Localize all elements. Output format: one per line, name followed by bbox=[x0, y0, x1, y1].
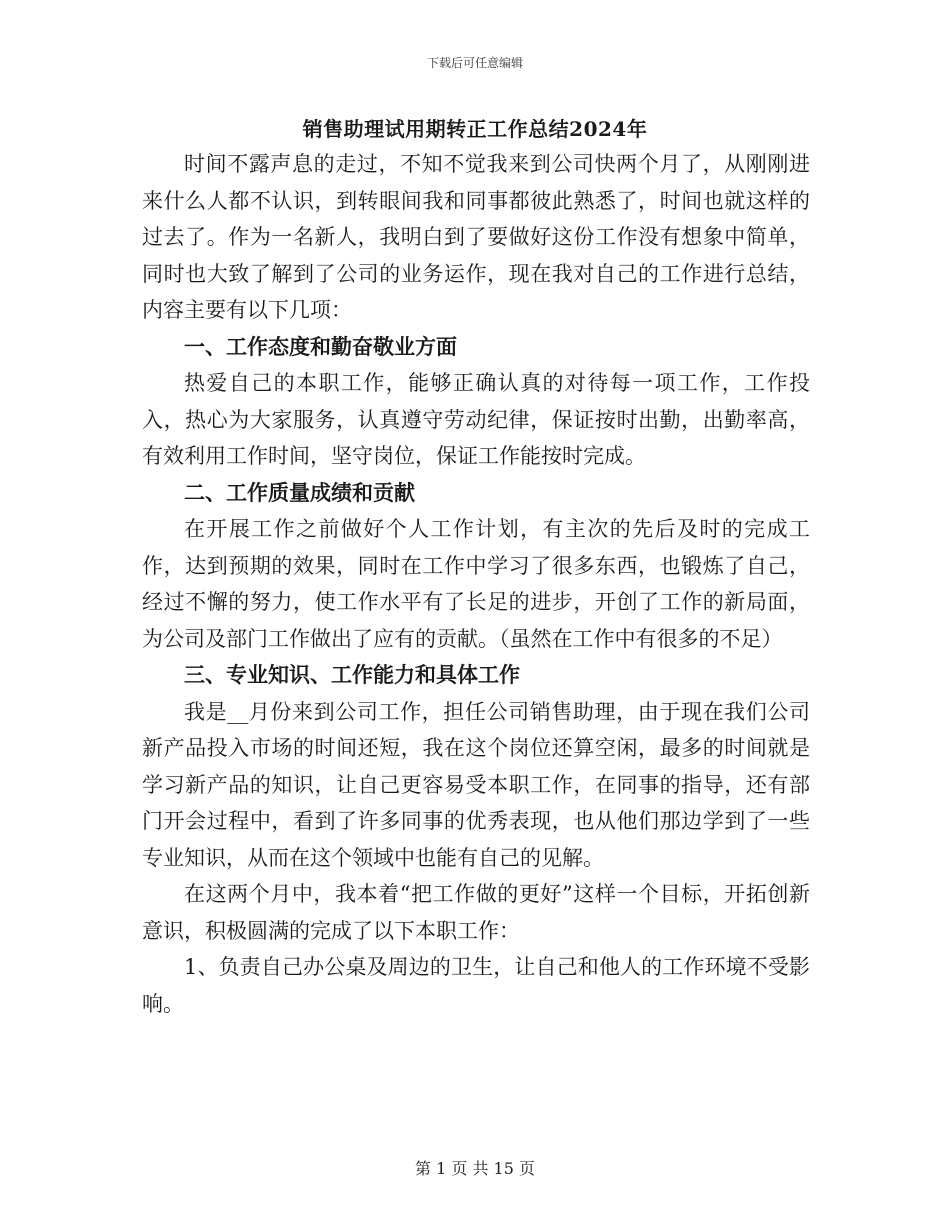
intro-paragraph: 时间不露声息的走过，不知不觉我来到公司快两个月了，从刚刚进来什么人都不认识，到转眼间我和同事都彼此熟悉了，时间也就这样的过去了。作为一名新人，我明白到了要做好这份工作没有想象中简单，同时也大致了解到了公司的业务运作，现在我对自己的工作进行总结，内容主要有以下几项： bbox=[142, 152, 810, 322]
page-number-footer: 第 1 页 共 15 页 bbox=[415, 1159, 535, 1178]
document-body bbox=[142, 146, 810, 1022]
section3-paragraph-2: 在这两个月中，我本着“把工作做的更好”这样一个目标，开拓创新意识，积极圆满的完成了以下本职工作： bbox=[142, 882, 810, 943]
header-note: 下载后可任意编辑 bbox=[426, 56, 523, 70]
section3-list-item-1: 1、负责自己办公桌及周边的卫生，让自己和他人的工作环境不受影响。 bbox=[142, 955, 810, 1016]
section1-heading: 一、工作态度和勤奋敬业方面 bbox=[184, 333, 457, 359]
section1-paragraph: 热爱自己的本职工作，能够正确认真的对待每一项工作，工作投入，热心为大家服务，认真遵守劳动纪律，保证按时出勤，出勤率高，有效利用工作时间，坚守岗位，保证工作能按时完成。 bbox=[142, 371, 810, 468]
section3-heading: 三、专业知识、工作能力和具体工作 bbox=[184, 662, 520, 687]
section2-heading: 二、工作质量成绩和贡献 bbox=[184, 479, 415, 505]
section2-paragraph: 在开展工作之前做好个人工作计划，有主次的先后及时的完成工作，达到预期的效果，同时在工作中学习了很多东西，也锻炼了自己，经过不懈的努力，使工作水平有了长足的进步，开创了工作的新局面，为公司及部门工作做出了应有的贡献。（虽然在工作中有很多的不足） bbox=[142, 517, 810, 651]
section3-paragraph-1: 我是__月份来到公司工作，担任公司销售助理，由于现在我们公司新产品投入市场的时间还短，我在这个岗位还算空闲，最多的时间就是学习新产品的知识，让自己更容易受本职工作，在同事的指导，还有部门开会过程中，看到了许多同事的优秀表现，也从他们那边学到了一些专业知识，从而在这个领域中也能有自己的见解。 bbox=[142, 699, 810, 870]
document-title: 销售助理试用期转正工作总结2024年 bbox=[302, 117, 648, 141]
